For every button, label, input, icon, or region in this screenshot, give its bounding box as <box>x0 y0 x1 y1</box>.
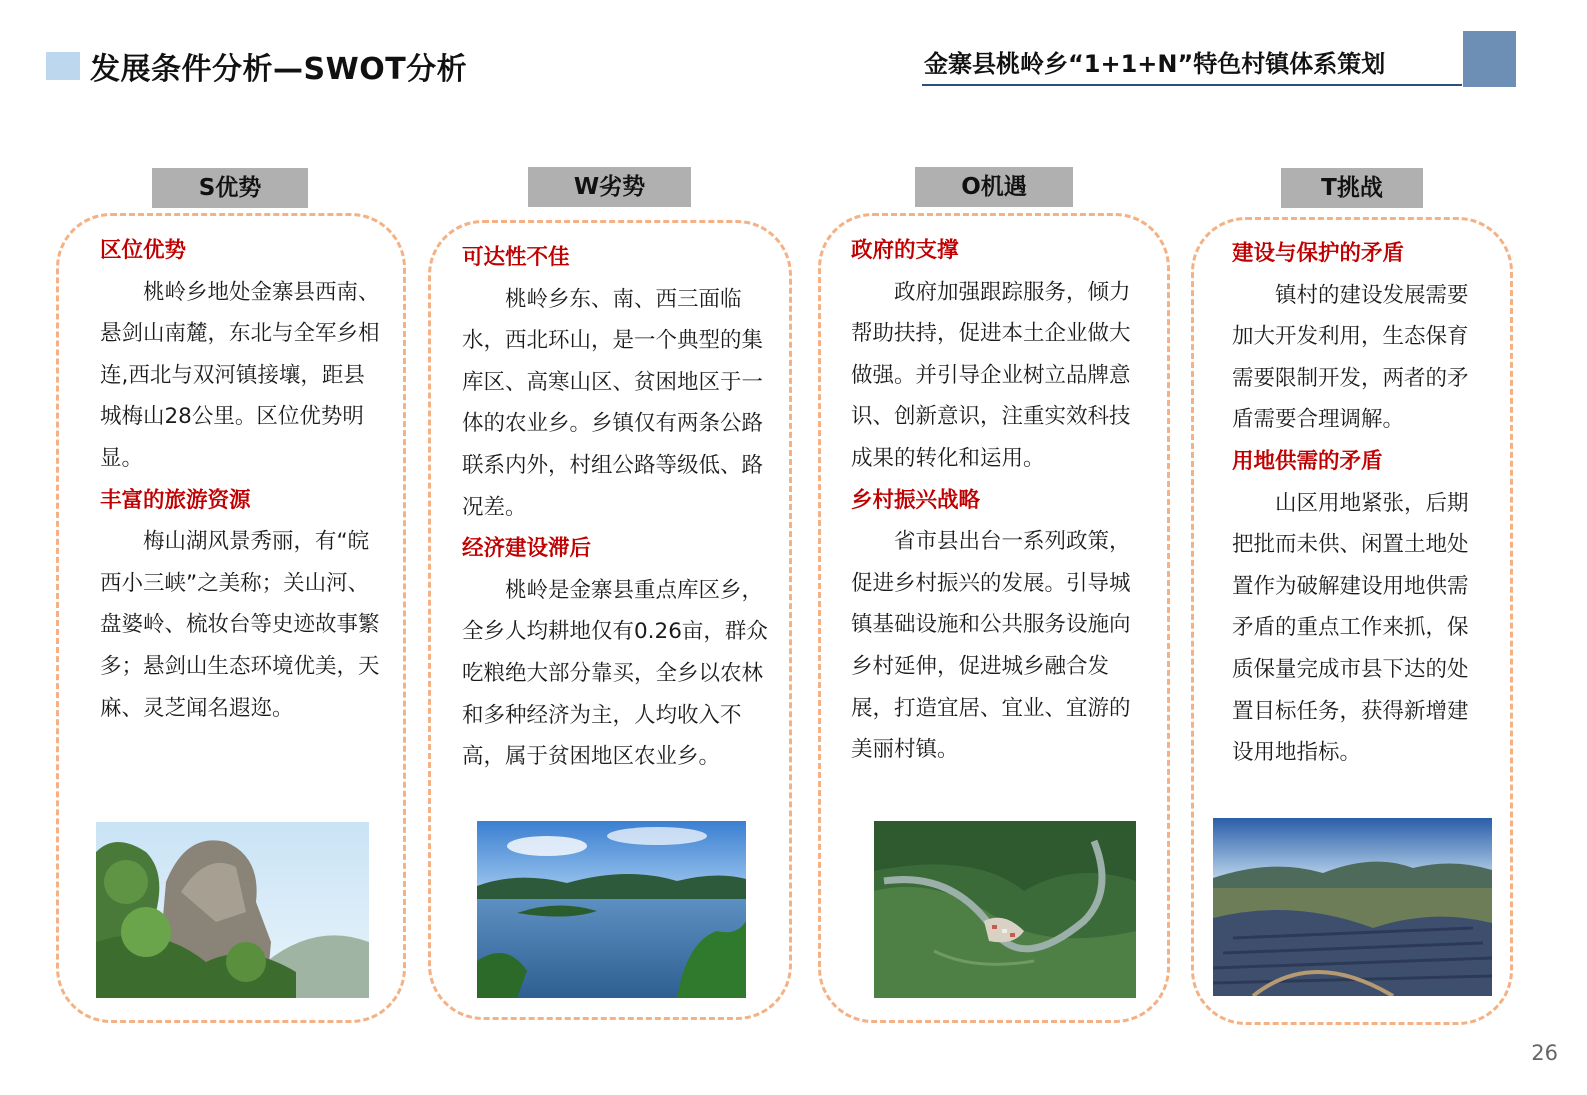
heading-tourism-resources: 丰富的旅游资源 <box>100 487 251 513</box>
text-threats <box>1232 233 1487 774</box>
project-title: 金寨县桃岭乡“1+1+N”特色村镇体系策划 <box>924 50 1386 78</box>
body-lagging-economy: 桃岭是金寨县重点库区乡，全乡人均耕地仅有0.26亩，群众吃粮绝大部分靠买，全乡以农林和多种经济为主，人均收入不高，属于贫困地区农业乡。 <box>462 577 768 770</box>
project-title-underline <box>922 84 1462 86</box>
body-construction-protection-conflict: 镇村的建设发展需要加大开发利用，生态保育需要限制开发，两者的矛盾需要合理调解。 <box>1232 282 1469 433</box>
header-accent-square <box>46 52 80 80</box>
rocky-mountain-photo <box>96 822 369 998</box>
label-opportunities: O机遇 <box>915 167 1073 207</box>
text-weaknesses <box>462 237 772 778</box>
text-strengths <box>100 230 385 729</box>
solar-farm-photo <box>1213 818 1492 996</box>
body-location-advantage: 桃岭乡地处金寨县西南、悬剑山南麓，东北与全军乡相连,西北与双河镇接壤，距县城梅山28公里。区位优势明显。 <box>100 279 380 471</box>
label-threats: T挑战 <box>1281 168 1423 208</box>
page-number: 26 <box>1531 1041 1558 1065</box>
header-accent-block <box>1463 31 1516 87</box>
heading-construction-protection-conflict: 建设与保护的矛盾 <box>1232 241 1405 266</box>
lake-reservoir-photo <box>477 821 746 998</box>
heading-location-advantage: 区位优势 <box>100 238 187 263</box>
label-strengths: S优势 <box>152 168 308 208</box>
heading-lagging-economy: 经济建设滞后 <box>462 536 592 562</box>
label-weaknesses: W劣势 <box>528 167 691 207</box>
heading-poor-accessibility: 可达性不佳 <box>462 245 570 270</box>
heading-government-support: 政府的支撑 <box>851 238 959 263</box>
body-rural-revitalization: 省市县出台一系列政策，促进乡村振兴的发展。引导城镇基础设施和公共服务设施向乡村延伸，促进城乡融合发展，打造宜居、宜业、宜游的美丽村镇。 <box>851 529 1131 763</box>
text-opportunities <box>851 230 1151 771</box>
page-title: 发展条件分析—SWOT分析 <box>90 52 468 87</box>
aerial-village-photo <box>874 821 1136 998</box>
body-government-support: 政府加强跟踪服务，倾力帮助扶持，促进本土企业做大做强。并引导企业树立品牌意识、创新意识，注重实效科技成果的转化和运用。 <box>851 279 1131 471</box>
body-land-supply-conflict: 山区用地紧张，后期把批而未供、闲置土地处置作为破解建设用地供需矛盾的重点工作来抓，保质保量完成市县下达的处置目标任务，获得新增建设用地指标。 <box>1232 490 1469 766</box>
heading-land-supply-conflict: 用地供需的矛盾 <box>1232 448 1383 474</box>
body-poor-accessibility: 桃岭乡东、南、西三面临水，西北环山，是一个典型的集库区、高寒山区、贫困地区于一体的农业乡。乡镇仅有两条公路联系内外，村组公路等级低、路况差。 <box>462 286 764 520</box>
heading-rural-revitalization: 乡村振兴战略 <box>851 487 981 513</box>
body-tourism-resources: 梅山湖风景秀丽，有“皖西小三峡”之美称；关山河、盘婆岭、梳妆台等史迹故事繁多；悬剑山生态环境优美，天麻、灵芝闻名遐迩。 <box>100 529 380 721</box>
